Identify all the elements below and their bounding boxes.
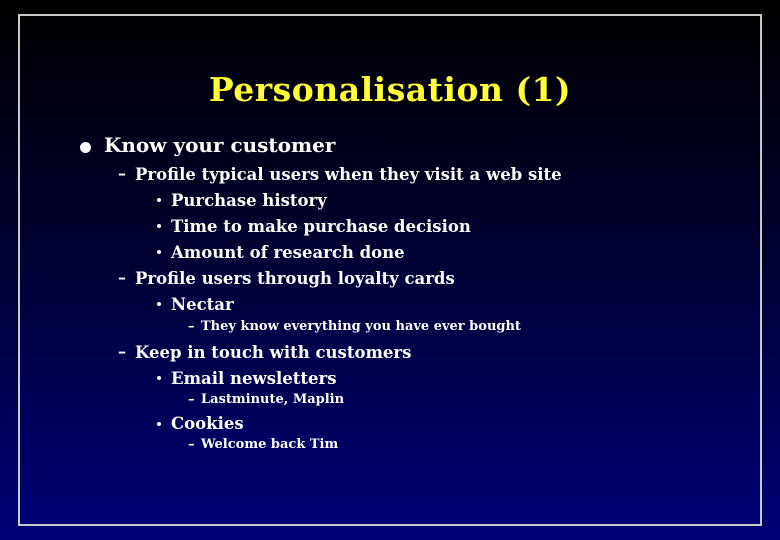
small-bullet-icon xyxy=(157,376,161,380)
bullet-lastminute-maplin: Lastminute, Maplin xyxy=(201,392,345,407)
bullet-time-to-make-purchase: Time to make purchase decision xyxy=(171,217,471,236)
dash-marker: – xyxy=(118,164,126,183)
slide-title: Personalisation (1) xyxy=(208,70,572,109)
bullet-they-know-everything: They know everything you have ever bought xyxy=(201,319,521,334)
bullet-purchase-history: Purchase history xyxy=(171,191,327,210)
bullet-profile-loyalty-cards: Profile users through loyalty cards xyxy=(135,269,455,288)
bullet-amount-of-research: Amount of research done xyxy=(171,243,405,262)
small-bullet-icon xyxy=(157,302,161,306)
bullet-know-your-customer: Know your customer xyxy=(104,133,336,157)
bullet-dot-icon xyxy=(80,142,91,153)
small-bullet-icon xyxy=(157,250,161,254)
bullet-keep-in-touch: Keep in touch with customers xyxy=(135,343,412,362)
dash-marker: – xyxy=(188,392,195,407)
bullet-welcome-back-tim: Welcome back Tim xyxy=(201,437,339,452)
dash-marker: – xyxy=(188,437,195,452)
small-bullet-icon xyxy=(157,224,161,228)
small-bullet-icon xyxy=(157,198,161,202)
bullet-profile-typical-users: Profile typical users when they visit a web site xyxy=(135,165,562,184)
small-bullet-icon xyxy=(157,422,161,426)
bullet-cookies: Cookies xyxy=(171,414,244,433)
dash-marker: – xyxy=(188,319,195,334)
dash-marker: – xyxy=(118,342,126,361)
bullet-email-newsletters: Email newsletters xyxy=(171,369,337,388)
bullet-nectar: Nectar xyxy=(171,295,234,314)
dash-marker: – xyxy=(118,268,126,287)
